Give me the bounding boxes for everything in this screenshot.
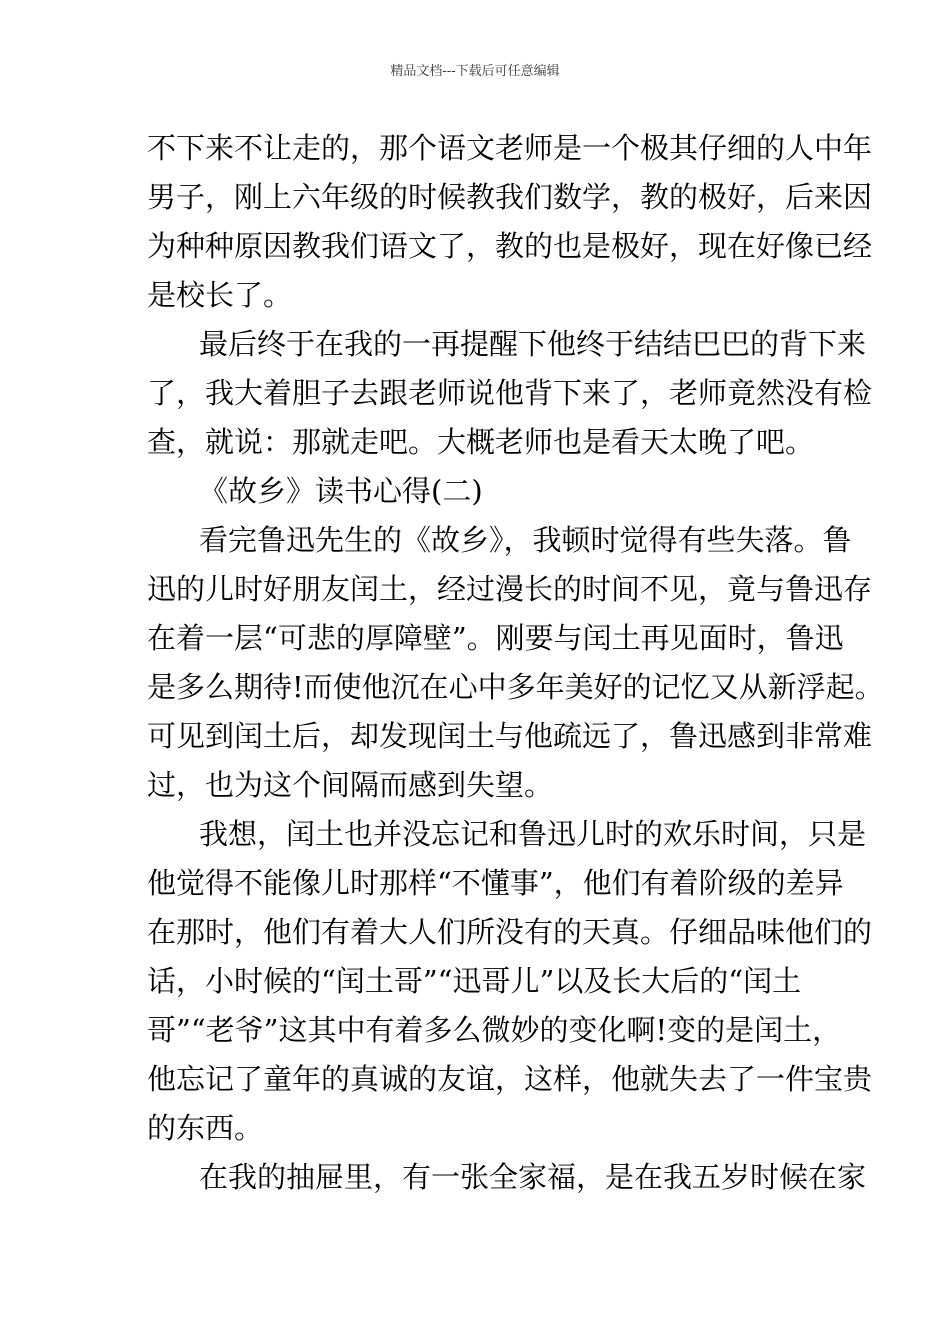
text-line: 是多么期待!而使他沉在心中多年美好的记忆又从新浮起。 — [147, 670, 884, 704]
document-body — [147, 124, 884, 1202]
text-line: 在我的抽屉里，有一张全家福，是在我五岁时候在家 — [199, 1160, 867, 1194]
text-line: 我想，闰土也并没忘记和鲁迅儿时的欢乐时间，只是 — [199, 817, 867, 851]
text-line: 最后终于在我的一再提醒下他终于结结巴巴的背下来 — [199, 327, 867, 361]
text-line: 看完鲁迅先生的《故乡》，我顿时觉得有些失落。鲁 — [199, 523, 852, 557]
text-line: 他忘记了童年的真诚的友谊，这样，他就失去了一件宝贵 — [147, 1062, 873, 1096]
text-line: 在那时，他们有着大人们所没有的天真。仔细品味他们的 — [147, 915, 873, 949]
text-line: 在着一层“可悲的厚障壁”。刚要与闰土再见面时，鲁迅 — [147, 621, 844, 655]
text-line: 过，也为这个间隔而感到失望。 — [147, 768, 554, 802]
text-line: 了，我大着胆子去跟老师说他背下来了，老师竟然没有检 — [147, 376, 873, 410]
page-header: 精品文档---下载后可任意编辑 — [390, 64, 560, 79]
text-line: 查，就说：那就走吧。大概老师也是看天太晚了吧。 — [147, 425, 815, 459]
text-line: 话，小时候的“闰土哥”“迅哥儿”以及长大后的“闰土 — [147, 964, 802, 998]
text-line: 他觉得不能像儿时那样“不懂事”，他们有着阶级的差异 — [147, 866, 844, 900]
text-line: 不下来不让走的，那个语文老师是一个极其仔细的人中年 — [147, 131, 873, 165]
section-title: 《故乡》读书心得(二) — [199, 474, 483, 508]
text-line: 是校长了。 — [147, 278, 293, 312]
text-line: 可见到闰土后，却发现闰土与他疏远了，鲁迅感到非常难 — [147, 719, 873, 753]
text-line: 为种种原因教我们语文了，教的也是极好，现在好像已经 — [147, 229, 873, 263]
text-line: 迅的儿时好朋友闰土，经过漫长的时间不见，竟与鲁迅存 — [147, 572, 873, 606]
text-line: 男子，刚上六年级的时候教我们数学，教的极好，后来因 — [147, 180, 873, 214]
text-line: 的东西。 — [147, 1111, 264, 1145]
text-line: 哥”“老爷”这其中有着多么微妙的变化啊!变的是闰土， — [147, 1013, 842, 1047]
